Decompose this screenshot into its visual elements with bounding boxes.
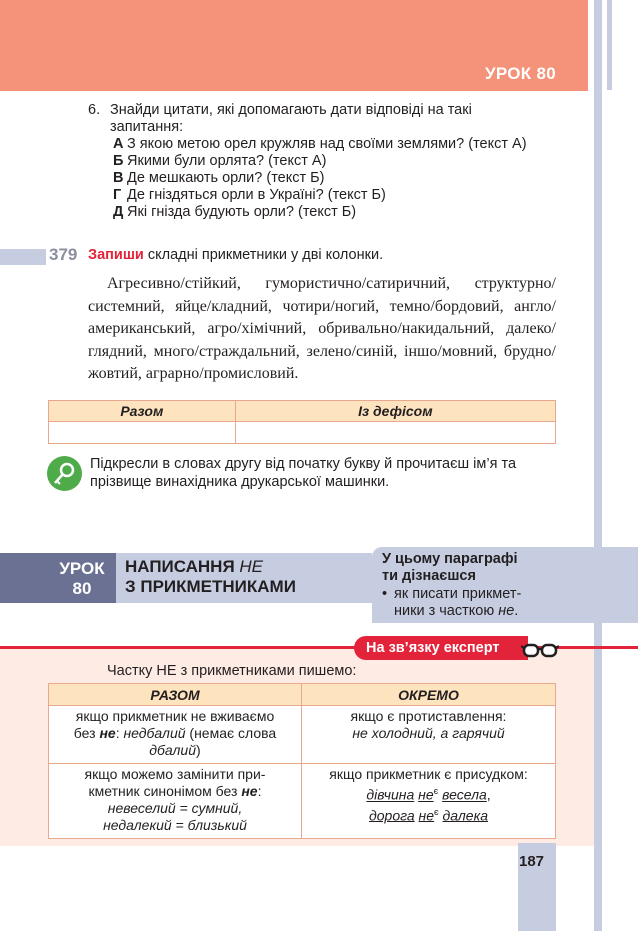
lesson-band [0, 553, 48, 603]
page-number: 187 [519, 853, 545, 870]
task-number: 6. [88, 102, 101, 118]
table-cell [235, 422, 555, 444]
glasses-icon [521, 640, 559, 660]
rule-cell: якщо є протиставлення: не холодний, а гарячий [302, 706, 556, 764]
rule-intro: Частку НЕ з прикметниками пишемо: [107, 663, 357, 679]
task-question: Знайди цитати, які допомагають дати відповіді на такі запитання: [110, 102, 472, 135]
rule-cell: якщо прикметник є присудком: дівчина $не^є$ весела, дорога $не^є$ далека [302, 764, 556, 839]
table-header: Із дефісом [235, 401, 555, 422]
rule-cell: якщо можемо замінити при- кметник синонімом без не: невеселий = сумний, недалекий = близький [49, 764, 302, 839]
table-cell [49, 422, 236, 444]
exercise-number: 379 [49, 245, 78, 264]
exercise-text: Агресивно/стійкий, гумористично/сатиричний, структурно/системний, яйце/кладний, чотири/ногий, темно/бордовий, англо/американський, агро/хімічний, обривально/накидальний, далеко/глядний, много/страждальний, зелено/синій, іншо/мовний, брудно/жовтий, аграрно/промисловий. [88, 275, 556, 382]
lesson-number: 80 [72, 579, 92, 598]
task-item: А З якою метою орел кружляв над своїми землями? (текст А) [113, 136, 527, 152]
exercise-keyword: Запиши [88, 247, 144, 263]
task-items [113, 136, 553, 221]
rule-table [48, 683, 556, 839]
answer-table [48, 400, 556, 444]
task-item: В Де мешкають орли? (текст Б) [113, 170, 325, 186]
lesson-title: НАПИСАННЯ НЕ З ПРИКМЕТНИКАМИ [125, 557, 296, 596]
exercise-bar [0, 249, 46, 265]
lesson-number-box [48, 553, 116, 603]
table-header: Разом [49, 401, 236, 422]
exercise-instruction: Запиши складні прикметники у дві колонки. [88, 247, 384, 263]
hint-text: Підкресли в словах другу від початку букву й прочитаєш ім’я та прізвище винахідника друкарської машинки. [90, 456, 517, 490]
lesson-tag: УРОК 80 [484, 64, 556, 83]
page-edge-bar-top [607, 0, 612, 90]
lesson-label: УРОК [59, 559, 105, 578]
learn-title: У цьому параграфі ти дізнаєшся [382, 551, 518, 584]
bullet-icon: • [382, 586, 388, 602]
task-item: Б Якими були орлята? (текст А) [113, 153, 327, 169]
key-icon [47, 456, 82, 491]
expert-tab: На зв’язку експерт [354, 636, 528, 660]
rule-cell: якщо прикметник не вживаємо без не: недбалий (немає слова дбалий) [49, 706, 302, 764]
task-item: Г Де гніздяться орли в Україні? (текст Б) [113, 187, 386, 203]
learn-item: • як писати прикмет- ники з часткою не. [382, 586, 522, 619]
rule-header-separate: ОКРЕМО [302, 684, 556, 706]
task-item: Д Які гнізда будують орли? (текст Б) [113, 204, 357, 220]
rule-header-together: РАЗОМ [49, 684, 302, 706]
page-edge-bar [594, 0, 602, 931]
